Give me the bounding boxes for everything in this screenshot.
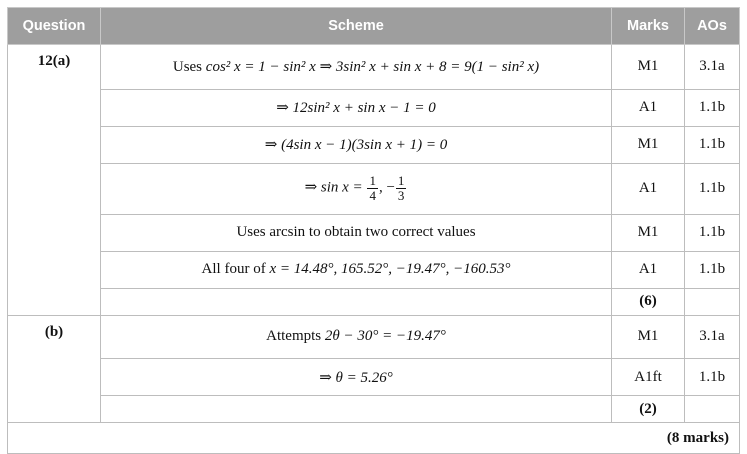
subtotal-mark: (2) [612,396,685,423]
table-row [8,251,740,288]
question-cell-empty [8,359,101,396]
ao-cell-empty [685,288,740,315]
scheme-math: ⇒ (4sin x − 1)(3sin x + 1) = 0 [264,137,448,153]
scheme-math: x = 14.48°, 165.52°, −19.47°, −160.53° [269,261,511,277]
fraction-denominator: 3 [397,188,405,203]
ao-cell: 1.1b [685,214,740,251]
scheme-cell [101,126,612,163]
header-question: Question [8,8,101,45]
ao-cell: 1.1b [685,359,740,396]
table-row [8,126,740,163]
ao-cell-empty [685,396,740,423]
scheme-cell-empty [101,396,612,423]
mark-scheme-table [7,7,740,454]
mark-cell: A1 [612,251,685,288]
ao-cell: 3.1a [685,45,740,90]
fraction-one-third [396,174,407,202]
scheme-math: 2θ − 30° = −19.47° [324,328,446,345]
subtotal-row [8,288,740,315]
scheme-cell [101,214,612,251]
table-row [8,45,740,90]
question-cell-empty [8,251,101,288]
scheme-cell [101,163,612,214]
scheme-cell [101,251,612,288]
mark-cell: A1 [612,163,685,214]
table-row [8,315,740,359]
scheme-math: ⇒ θ = 5.26° [319,369,393,386]
mark-cell: M1 [612,315,685,359]
question-cell-empty [8,126,101,163]
mark-cell: M1 [612,214,685,251]
total-row [8,423,740,454]
scheme-math: cos² x = 1 − sin² x ⇒ 3sin² x + sin x + 8 = 9(1 − sin² x) [205,59,540,76]
question-cell-empty [8,396,101,423]
question-cell-empty [8,163,101,214]
mark-cell: A1 [612,89,685,126]
scheme-cell [101,89,612,126]
fraction-one-quarter [367,174,378,202]
scheme-math: ⇒ sin x = [304,179,363,196]
scheme-cell-empty [101,288,612,315]
table-row [8,359,740,396]
scheme-prefix: All four of [201,261,266,277]
scheme-cell [101,45,612,90]
fraction-numerator: 1 [369,173,376,189]
mark-cell: M1 [612,126,685,163]
question-cell-empty [8,89,101,126]
ao-cell: 1.1b [685,251,740,288]
question-label: 12(a) [8,45,101,90]
mark-cell: A1ft [612,359,685,396]
header-aos: AOs [685,8,740,45]
ao-cell: 1.1b [685,163,740,214]
scheme-cell [101,315,612,359]
mark-cell: M1 [612,45,685,90]
scheme-text: Uses arcsin to obtain two correct values [236,224,476,240]
total-marks: (8 marks) [8,423,740,454]
fraction-separator: , − [378,179,395,196]
header-marks: Marks [612,8,685,45]
question-label: (b) [8,315,101,359]
scheme-prefix: Attempts [266,328,322,345]
header-row [8,8,740,45]
subtotal-mark: (6) [612,288,685,315]
table-row [8,214,740,251]
question-cell-empty [8,288,101,315]
ao-cell: 1.1b [685,89,740,126]
table-row [8,89,740,126]
fraction-numerator: 1 [397,173,405,189]
table-row [8,163,740,214]
ao-cell: 3.1a [685,315,740,359]
ao-cell: 1.1b [685,126,740,163]
scheme-cell [101,359,612,396]
header-scheme: Scheme [101,8,612,45]
fraction-denominator: 4 [369,188,376,203]
subtotal-row [8,396,740,423]
question-cell-empty [8,214,101,251]
scheme-math: ⇒ 12sin² x + sin x − 1 = 0 [276,100,436,116]
scheme-prefix: Uses [172,59,203,76]
